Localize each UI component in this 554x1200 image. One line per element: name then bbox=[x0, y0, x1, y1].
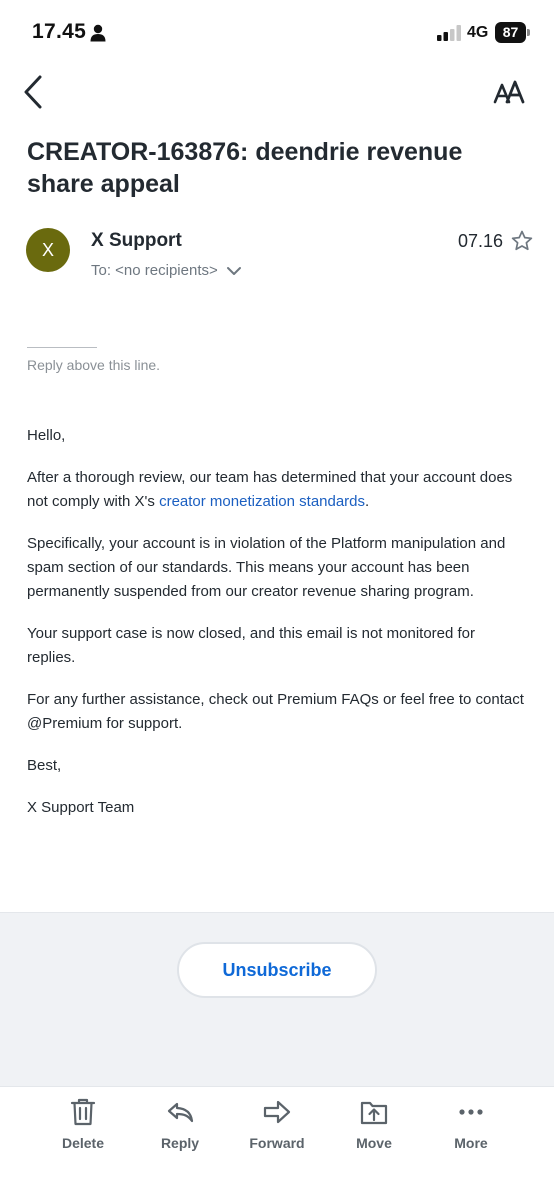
status-bar bbox=[0, 0, 554, 64]
recipients-text: To: <no recipients> bbox=[91, 262, 218, 279]
sender-name[interactable]: X Support bbox=[91, 230, 182, 251]
sender-avatar[interactable]: X bbox=[26, 228, 70, 272]
status-time: 17.45 bbox=[32, 20, 87, 43]
body-paragraph-1-end: . bbox=[365, 493, 370, 510]
body-signature: X Support Team bbox=[27, 799, 135, 816]
star-icon bbox=[510, 229, 534, 253]
network-type-label: 4G bbox=[467, 24, 489, 41]
chevron-down-icon bbox=[226, 265, 242, 277]
reply-hint: Reply above this line. bbox=[27, 357, 161, 373]
delete-label: Delete bbox=[61, 1135, 105, 1151]
email-subject: CREATOR-163876: deendrie revenue share appeal bbox=[27, 138, 463, 198]
email-footer bbox=[0, 912, 554, 1086]
trash-icon bbox=[68, 1097, 98, 1127]
move-label: Move bbox=[356, 1135, 392, 1151]
battery-tip bbox=[527, 29, 530, 36]
email-body bbox=[27, 424, 527, 838]
body-paragraph-1-text: After a thorough review, our team has determined that your account does not comply with X's bbox=[27, 469, 513, 510]
reply-divider bbox=[27, 347, 97, 348]
unsubscribe-button[interactable]: Unsubscribe bbox=[177, 942, 377, 998]
chevron-left-icon bbox=[18, 72, 52, 112]
forward-button[interactable] bbox=[232, 1097, 322, 1159]
battery-level: 87 bbox=[495, 22, 526, 43]
reply-label: Reply bbox=[160, 1135, 200, 1151]
person-icon bbox=[90, 24, 106, 42]
reply-icon bbox=[165, 1097, 195, 1127]
recipients-toggle[interactable] bbox=[91, 262, 242, 279]
forward-icon bbox=[262, 1097, 292, 1127]
move-button[interactable] bbox=[329, 1097, 419, 1159]
cellular-signal-icon bbox=[437, 25, 463, 41]
more-button[interactable] bbox=[426, 1097, 516, 1159]
bottom-toolbar bbox=[0, 1086, 554, 1200]
reply-button[interactable] bbox=[135, 1097, 225, 1159]
body-paragraph-2: Specifically, your account is in violation of the Platform manipulation and spam section of our standards. This means your account has been permanently suspended from our creator revenue sharing program. bbox=[27, 535, 506, 600]
more-options-icon bbox=[456, 1097, 486, 1127]
body-closing: Best, bbox=[27, 757, 62, 774]
text-size-icon bbox=[490, 78, 530, 108]
body-paragraph-4: For any further assistance, check out Premium FAQs or feel free to contact @Premium for support. bbox=[27, 691, 524, 732]
forward-label: Forward bbox=[249, 1135, 305, 1151]
delete-button[interactable] bbox=[38, 1097, 128, 1159]
text-size-button[interactable] bbox=[490, 78, 530, 108]
battery-indicator bbox=[495, 22, 531, 43]
move-to-folder-icon bbox=[359, 1097, 389, 1127]
email-timestamp: 07.16 bbox=[458, 231, 504, 251]
monetization-standards-link[interactable]: creator monetization standards bbox=[159, 493, 366, 510]
more-label: More bbox=[454, 1135, 488, 1151]
star-button[interactable] bbox=[510, 229, 534, 253]
body-paragraph-1 bbox=[27, 466, 527, 514]
back-button[interactable] bbox=[18, 72, 52, 112]
body-greeting: Hello, bbox=[27, 427, 66, 444]
body-paragraph-3: Your support case is now closed, and this email is not monitored for replies. bbox=[27, 625, 476, 666]
